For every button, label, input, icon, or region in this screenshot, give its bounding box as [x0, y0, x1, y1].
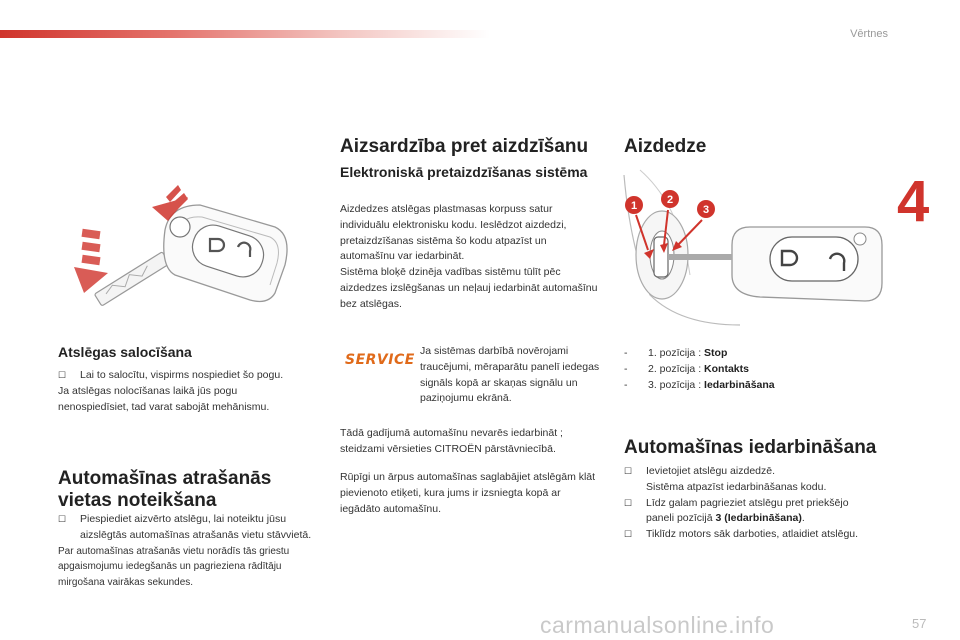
key-blade [94, 252, 169, 306]
start-step-2: ☐ Līdz galam pagrieziet atslēgu pret priekšējo paneli pozīcijā 3 (Iedarbināšana). [624, 496, 849, 525]
ignition-illustration [620, 165, 890, 330]
folding-note: Ja atslēgas nolocīšanas laikā jūs pogu nenospiedīsiet, tad varat sabojāt mehānismu. [58, 384, 270, 413]
checkbox-bullet-icon: ☐ [58, 370, 67, 380]
folding-key-illustration [70, 175, 300, 320]
checkbox-bullet-icon: ☐ [624, 497, 633, 508]
antitheft-para3: Tādā gadījumā automašīnu nevarēs iedarbināt ; steidzami vērsieties CITROËN pārstāvniecībā. [340, 427, 563, 455]
page-number: 57 [912, 616, 927, 631]
position-callout-3 [697, 200, 715, 218]
start-title: Automašīnas iedarbināšana [624, 437, 877, 458]
position-callout-1 [625, 196, 643, 214]
fold-button [170, 217, 190, 237]
start-step-1: ☐ Ievietojiet atslēgu aizdedzē. Sistēma atpazīst iedarbināšanas kodu. [624, 465, 827, 493]
ignition-positions-list [624, 346, 884, 393]
ignition-title: Aizdedze [624, 136, 707, 157]
watermark: carmanualsonline.info [540, 612, 775, 638]
checkbox-bullet-icon: ☐ [624, 529, 633, 540]
position-item: - 3. pozīcija : Iedarbināšana [624, 378, 775, 391]
position-item: - 2. pozīcija : Kontakts [624, 362, 749, 375]
svg-text:3: 3 [702, 204, 710, 216]
antitheft-title: Aizsardzība pret aizdzīšanu [340, 136, 589, 157]
antitheft-para2: Sistēma bloķē dzinēja vadības sistēmu tūlīt pēc aizdedzes izslēgšanas un neļauj iedarbināt automašīnu bez atslēgas. [340, 266, 598, 310]
antitheft-subtitle: Elektroniskā pretaizdzīšanas sistēma [340, 164, 588, 180]
chapter-number: 4 [897, 169, 930, 234]
start-step-3: ☐ Tiklīdz motors sāk darboties, atlaidiet atslēgu. [624, 527, 874, 543]
locating-note: Par automašīnas atrašanās vietu norādīs tās griestu apgaismojumu iedegšanās un pagrieziena rādītāju mirgošana vairākas sekundes. [58, 545, 290, 589]
folding-title: Atslēgas salocīšana [58, 344, 192, 360]
position-callout-2 [661, 190, 679, 208]
locating-title: Automašīnas atrašanās vietas noteikšana [58, 468, 272, 511]
key-in-lock [654, 237, 668, 277]
checkbox-bullet-icon: ☐ [58, 514, 67, 524]
svg-text:1: 1 [630, 200, 638, 212]
fold-arrow [74, 229, 108, 293]
position-item: - 1. pozīcija : Stop [624, 347, 728, 359]
section-title: Vērtnes [850, 28, 888, 40]
checkbox-bullet-icon: ☐ [624, 466, 633, 476]
antitheft-para1: Aizdedzes atslēgas plastmasas korpuss satur individuālu elektronisku kodu. Ieslēdzot aizdedzi, pretaizdzīšanas sistēma šo kodu atpazīst un automašīnu var iedarbināt. [340, 203, 567, 263]
svg-text:2: 2 [666, 194, 674, 206]
header-accent-bar [0, 30, 490, 38]
antitheft-para4: Rūpīgi un ārpus automašīnas saglabājiet atslēgām klāt pievienoto etiķeti, kura jums ir izsniegta kopā ar iegādāto automašīnu. [340, 471, 596, 515]
service-warning-text: Ja sistēmas darbībā novērojami traucējumi, mēraparātu panelī iedegas signāls kopā ar skaņas signālu un paziņojumu ekrānā. [420, 345, 600, 405]
folding-bullet: ☐ Lai to salocītu, vispirms nospiediet šo pogu. [58, 368, 308, 384]
service-icon: SERVICE [345, 352, 415, 368]
locating-bullet: ☐ Piespiediet aizvērto atslēgu, lai noteiktu jūsu aizslēgtās automašīnas atrašanās vietu stāvvietā. [58, 513, 312, 541]
